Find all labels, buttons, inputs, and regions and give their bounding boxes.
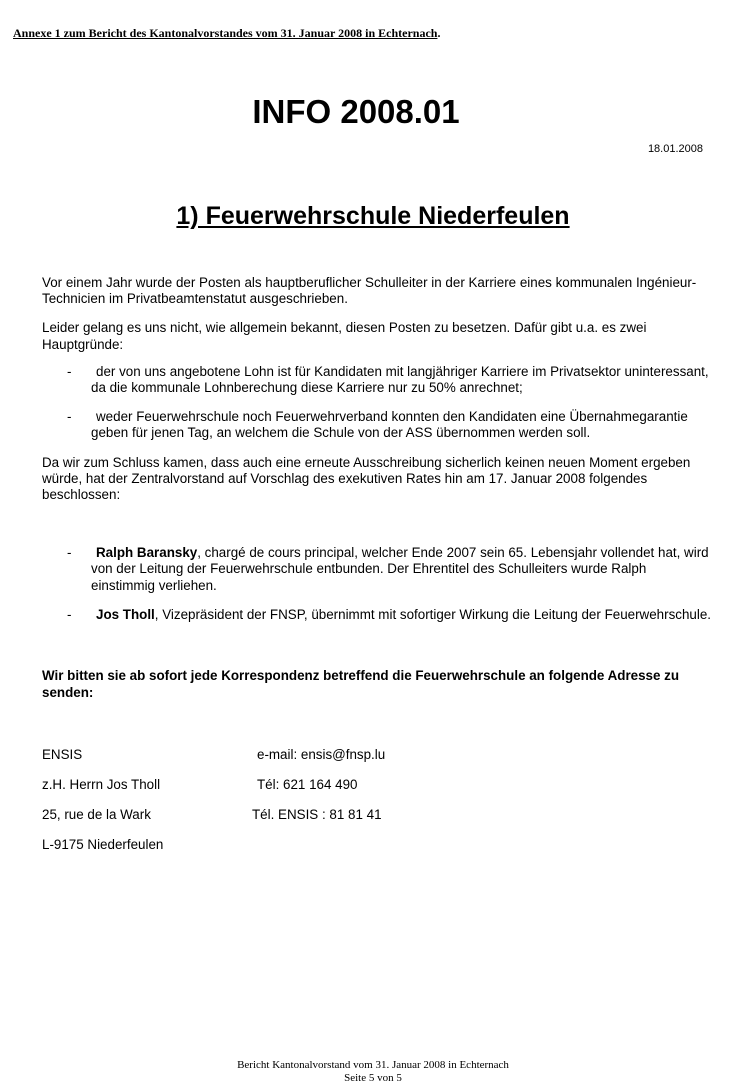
page-footer <box>0 1059 737 1085</box>
document-body <box>42 275 712 857</box>
decision-text: , chargé de cours principal, welcher Ende 2007 sein 65. Lebensjahr vollendet hat, wird von der Leitung der Feuerwehrschule entbunden. Der Ehrentitel des Schulleiters wurde Ralph einstimmig verliehen. <box>91 545 709 593</box>
document-date: 18.01.2008 <box>647 143 703 155</box>
dash-marker: - <box>67 606 72 622</box>
footer-page-total: 5 <box>396 1072 402 1084</box>
reason-text: weder Feuerwehrschule noch Feuerwehrverband konnten den Kandidaten eine Übernahmegarantie geben für jenen Tag, an welchem die Schule von der ASS übernommen werden soll. <box>91 409 688 441</box>
paragraph-intro: Vor einem Jahr wurde der Posten als hauptberuflicher Schulleiter in der Karriere eines kommunalen Ingénieur-Technicien im Privatbeamtenstatut ausgeschrieben. <box>42 275 697 307</box>
dash-marker: - <box>67 363 72 379</box>
address-phone: Tél: 621 164 490 <box>257 777 358 793</box>
address-recipient: z.H. Herrn Jos Tholl <box>42 777 161 793</box>
reason-item <box>42 364 712 396</box>
address-email: e-mail: ensis@fnsp.lu <box>257 747 386 763</box>
reason-item <box>42 409 712 441</box>
annex-header <box>13 26 440 40</box>
decision-item <box>42 607 712 623</box>
paragraph-decision-intro: Da wir zum Schluss kamen, dass auch eine erneute Ausschreibung sicherlich keinen neuen Moment ergeben würde, hat der Zentralvorstand auf Vorschlag des exekutiven Rates hin am 17. Januar 2008 folgendes beschlossen: <box>42 454 691 503</box>
section-heading-text: 1) Feuerwehrschule Niederfeulen <box>176 202 570 230</box>
annex-header-suffix: . <box>437 26 441 40</box>
footer-page-number <box>0 1072 737 1085</box>
footer-page-of-label: von <box>377 1072 394 1084</box>
decision-text: , Vizepräsident der FNSP, übernimmt mit sofortiger Wirkung die Leitung der Feuerwehrschule. <box>154 606 711 622</box>
section-heading <box>0 200 737 232</box>
document-title: INFO 2008.01 <box>252 93 460 130</box>
address-block <box>42 747 712 857</box>
address-name: ENSIS <box>42 747 83 763</box>
decision-item <box>42 545 712 594</box>
footer-page-label: Seite <box>344 1072 367 1084</box>
footer-page-current: 5 <box>368 1072 375 1084</box>
paragraph-reasons-intro: Leider gelang es uns nicht, wie allgemein bekannt, diesen Posten zu besetzen. Dafür gibt u.a. es zwei Hauptgründe: <box>42 320 647 352</box>
dash-marker: - <box>67 545 72 561</box>
annex-header-text: Annexe 1 zum Bericht des Kantonalvorstandes vom 31. Januar 2008 in Echternach <box>13 26 438 40</box>
address-city: L-9175 Niederfeulen <box>42 837 164 853</box>
address-street: 25, rue de la Wark <box>42 807 151 823</box>
decision-person-name: Ralph Baransky <box>96 545 198 561</box>
reason-text: der von uns angebotene Lohn ist für Kandidaten mit langjähriger Karriere im Privatsektor uninteressant, da die kommunale Lohnberechung diese Karriere nur zu 50% anrechnet; <box>91 363 709 396</box>
decision-person-name: Jos Tholl <box>96 606 155 622</box>
footer-report-line: Bericht Kantonalvorstand vom 31. Januar 2008 in Echternach <box>237 1059 509 1071</box>
correspondence-request: Wir bitten sie ab sofort jede Korrespondenz betreffend die Feuerwehrschule an folgende Adresse zu senden: <box>42 668 680 701</box>
address-office-phone: Tél. ENSIS : 81 81 41 <box>252 807 382 823</box>
dash-marker: - <box>67 409 72 425</box>
